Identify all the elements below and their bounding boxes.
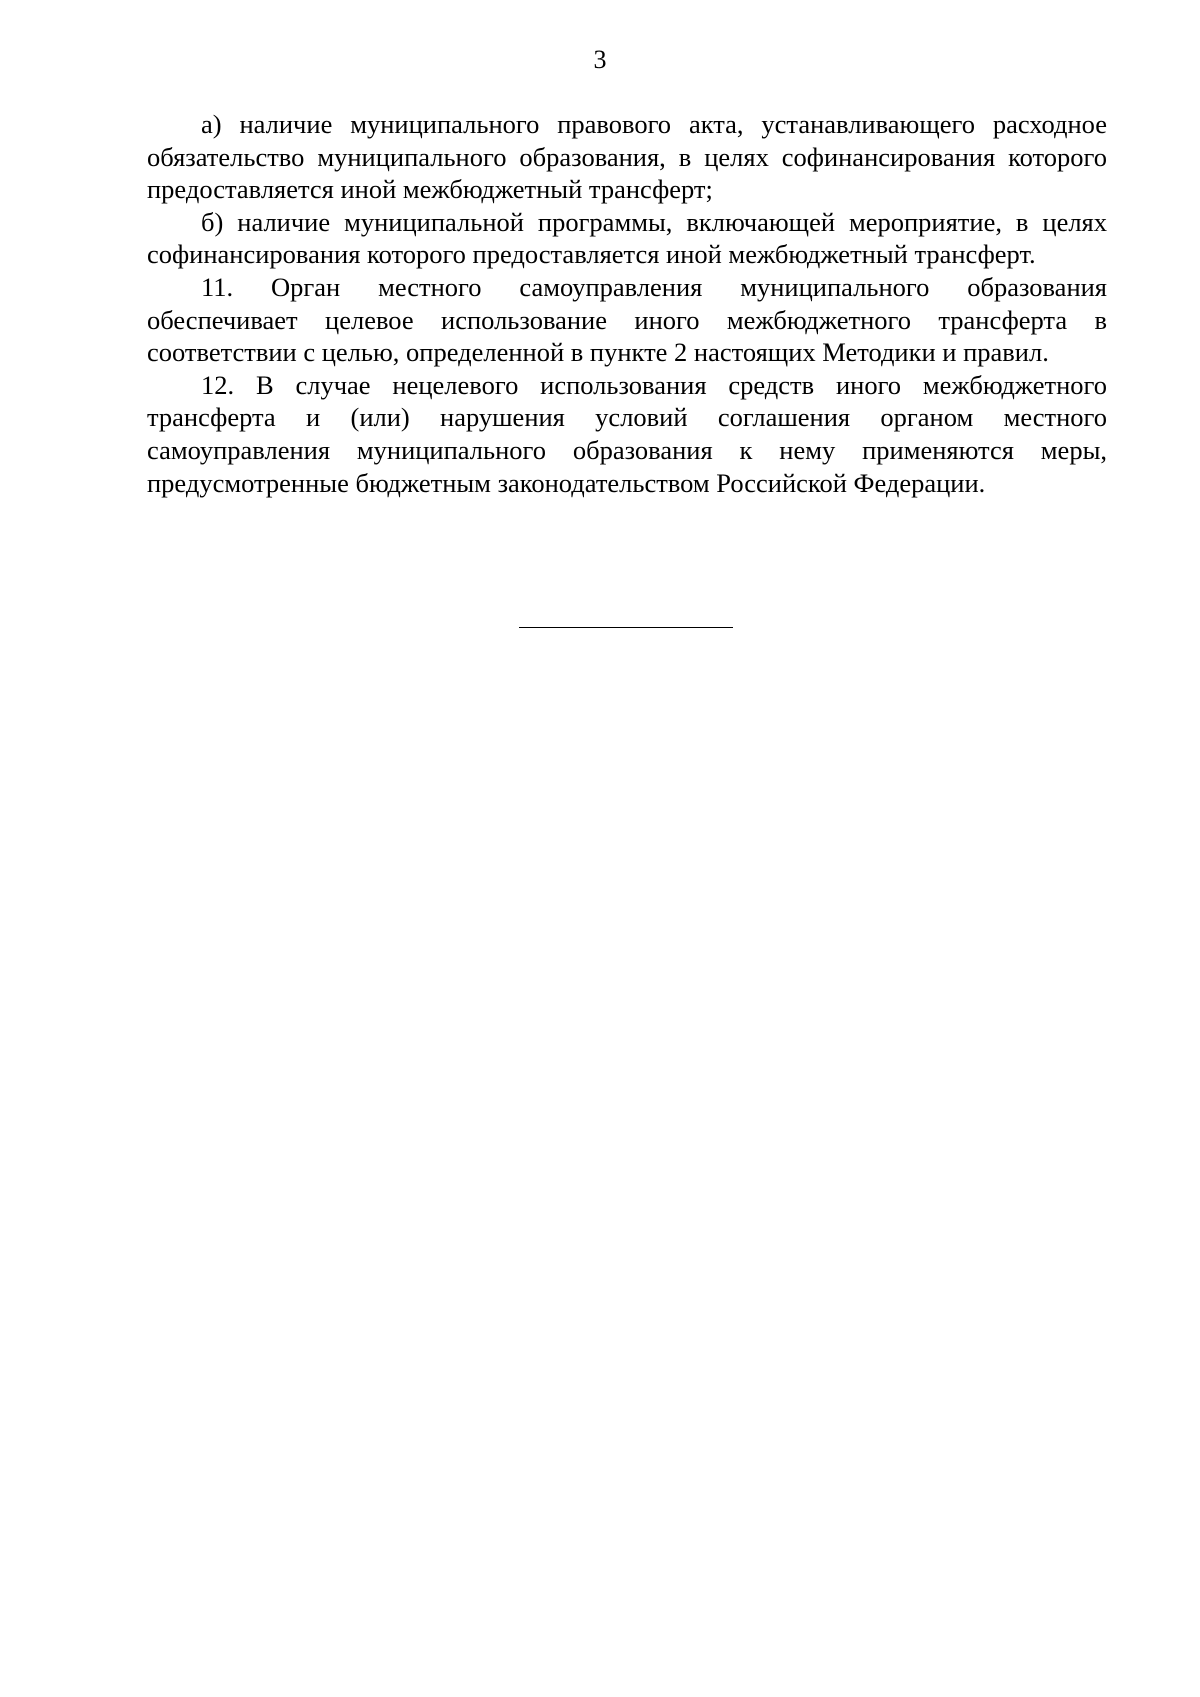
paragraph-b: б) наличие муниципальной программы, включающей мероприятие, в целях софинансирования которого предоставляется иной межбюджетный трансферт. bbox=[147, 206, 1107, 270]
paragraph-11: 11. Орган местного самоуправления муниципального образования обеспечивает целевое использование иного межбюджетного трансферта в соответствии с целью, определенной в пункте 2 настоящих Методики и правил. bbox=[147, 271, 1107, 368]
document-body bbox=[147, 108, 1107, 499]
end-of-document-rule bbox=[519, 627, 733, 628]
page-number: 3 bbox=[593, 45, 607, 74]
paragraph-12: 12. В случае нецелевого использования средств иного межбюджетного трансферта и (или) нарушения условий соглашения органом местного самоуправления муниципального образования к нему применяются меры, предусмотренные бюджетным законодательством Российской Федерации. bbox=[147, 369, 1107, 498]
paragraph-a: а) наличие муниципального правового акта, устанавливающего расходное обязательство муниципального образования, в целях софинансирования которого предоставляется иной межбюджетный трансферт; bbox=[147, 109, 1107, 205]
